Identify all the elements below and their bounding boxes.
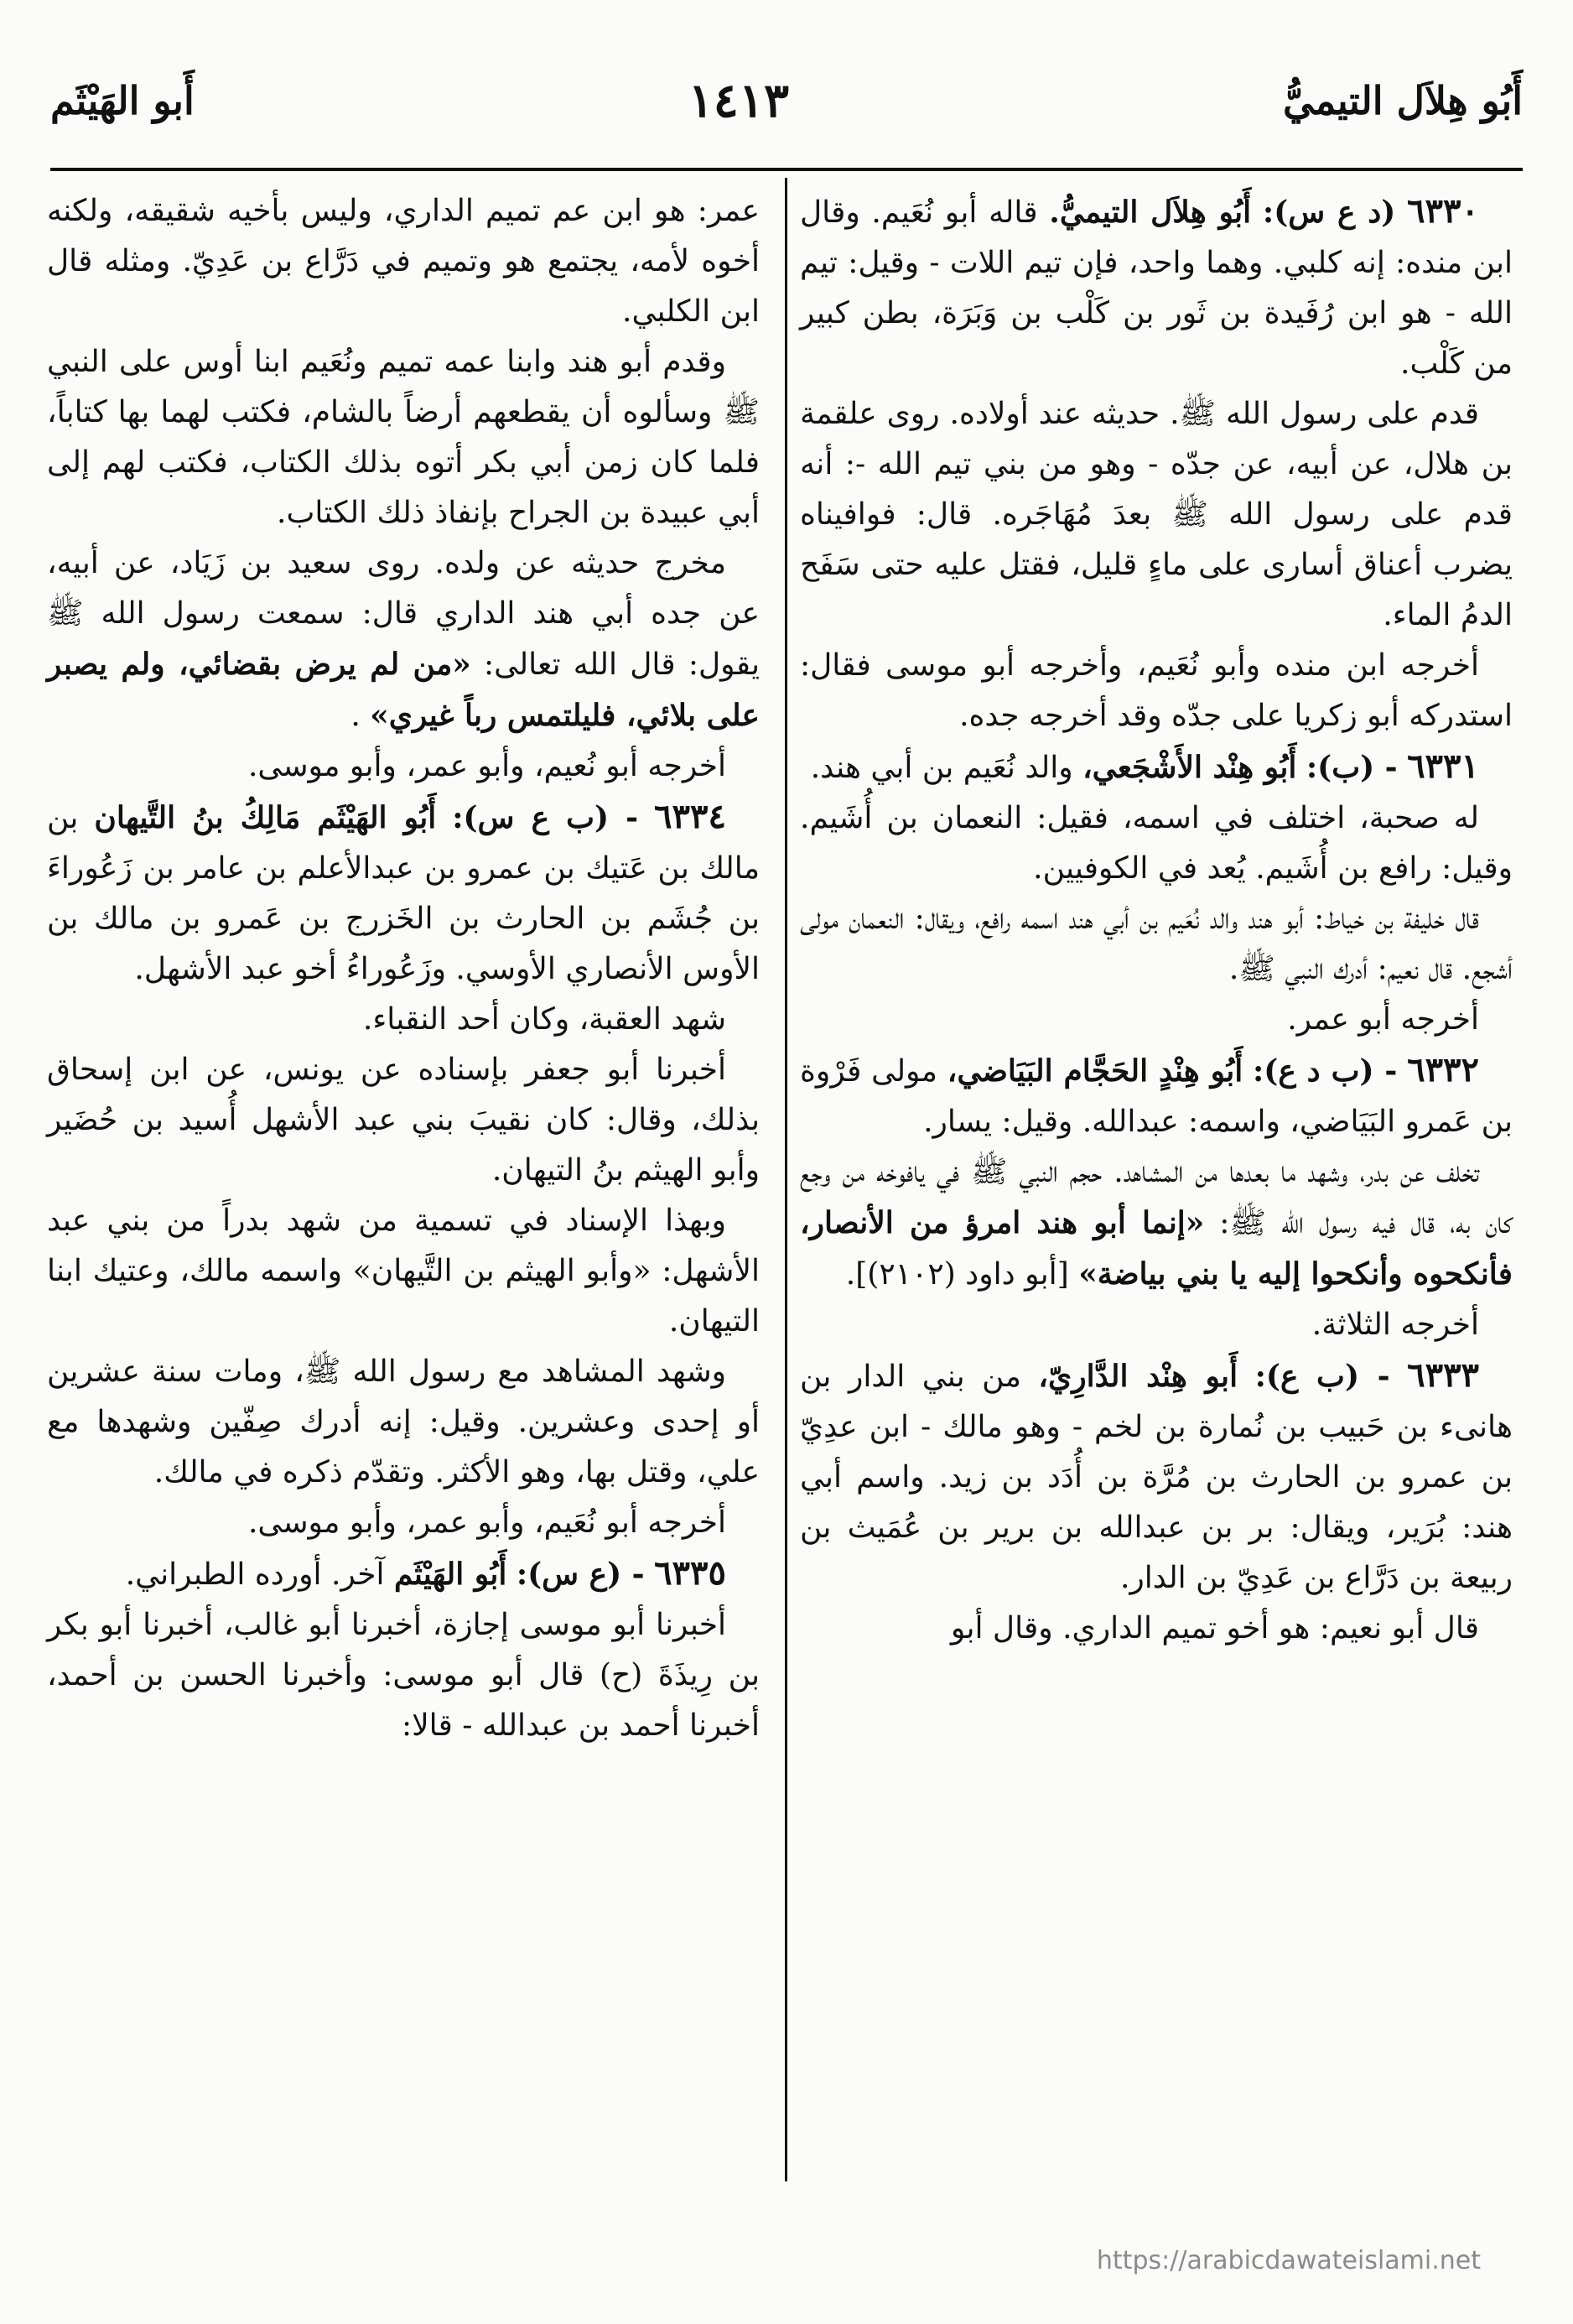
- page-number: ١٤١٣: [688, 73, 790, 128]
- paragraph-text: تخلف عن بدر، وشهد ما بعدها من المشاهد. حجم النبي ﷺ في يافوخه من وجع كان به، قال فيه رسول الله ﷺ:: [800, 1155, 1513, 1240]
- paragraph-text: آخر. أورده الطبراني.: [125, 1557, 385, 1592]
- column-divider: [785, 178, 787, 2181]
- entry-paragraph: [800, 186, 1513, 389]
- paragraph-text: قدم على رسول الله ﷺ. حديثه عند أولاده. روى علقمة بن هلال، عن أبيه، عن جدّه - وهو من بني تيم الله -: أنه قدم على رسول الله ﷺ بعدَ مُهَاجَره. قال: فوافيناه يضرب أعناق أسارى على ماءٍ قليل، فقتل عليه حتى سَفَح الدمُ الماء.: [800, 397, 1513, 632]
- paragraph-text: أخبرنا أبو جعفر بإسناده عن يونس، عن ابن إسحاق بذلك، وقال: كان نقيبَ بني عبد الأشهل أُسيد بن حُضَير وأبو الهيثم بنُ التيهان.: [47, 1053, 760, 1188]
- body-paragraph: [47, 538, 760, 741]
- left-column: [47, 186, 760, 2198]
- body-paragraph: [800, 1147, 1513, 1300]
- running-title-right: أَبُو هِلاَل التيميُّ: [1283, 78, 1523, 123]
- body-paragraph: [800, 641, 1513, 741]
- entry-paragraph: [800, 1350, 1513, 1604]
- body-paragraph: [47, 186, 760, 337]
- watermark-url: https://arabicdawateislami.net: [1096, 2246, 1481, 2275]
- body-paragraph: [47, 1196, 760, 1347]
- paragraph-text: له صحبة، اختلف في اسمه، فقيل: النعمان بن أُشَيم. وقيل: رافع بن أُشَيم. يُعد في الكوفيين.: [800, 801, 1513, 886]
- paragraph-text: أخرجه أبو نُعَيم، وأبو عمر، وأبو موسى.: [247, 1505, 726, 1540]
- body-paragraph: [47, 1045, 760, 1196]
- paragraph-text: قاله أبو نُعَيم. وقال ابن منده: إنه كلبي. وهما واحد، فإن تيم اللات - وقيل: تيم الله - هو ابن رُفَيدة بن ثَور بن كَلْب بن وَبَرَة، بطن كبير من كَلْب.: [800, 195, 1513, 381]
- body-paragraph: [800, 995, 1513, 1045]
- entry-paragraph: [800, 1045, 1513, 1147]
- hadith-text: «إنما أبو هند امرؤ من الأنصار، فأنكحوه وأنكحوا إليه يا بني بياضة»: [800, 1205, 1513, 1292]
- entry-code: - (ب ع س):: [452, 800, 639, 835]
- paragraph-text: أخبرنا أبو موسى إجازة، أخبرنا أبو غالب، أخبرنا أبو بكر بن رِيذَةَ (ح) قال أبو موسى: وأخبرنا الحسن بن أحمد، أخبرنا أحمد بن عبدالله - قالا:: [47, 1608, 760, 1743]
- paragraph-text: مولى فَرْوة بن عَمرو البَيَاضي، واسمه: عبدالله. وقيل: يسار.: [800, 1054, 1513, 1139]
- entry-name: أَبُو هِنْدٍ الحَجَّام البَيَاضي،: [947, 1053, 1243, 1089]
- paragraph-tail: .: [350, 699, 361, 733]
- body-paragraph: [47, 741, 760, 792]
- entry-name: أَبو هِنْد الدَّارِيّ،: [1038, 1359, 1238, 1394]
- paragraph-text: من بني الدار بن هانىء بن حَبيب بن نُمارة بن لخم - وهو مالك - ابن عدِيّ بن عمرو بن الحارث بن مُرَّة بن أُدَد بن زيد. واسم أبي هند: بُرَير، ويقال: بر بن عبدالله بن برير بن عُمَيث بن ربيعة بن دَرَّاع بن عَدِيّ بن الدار.: [800, 1360, 1513, 1595]
- entry-name: أَبُو الهَيْثَم: [393, 1557, 507, 1592]
- paragraph-text: أخرجه الثلاثة.: [1311, 1308, 1479, 1342]
- paragraph-text: قال أبو نعيم: هو أخو تميم الداري. وقال أبو: [950, 1611, 1479, 1646]
- body-paragraph: [800, 1604, 1513, 1654]
- paragraph-text: أخرجه ابن منده وأبو نُعَيم، وأخرجه أبو موسى فقال: استدركه أبو زكريا على جدّه وقد أخرجه جده.: [800, 648, 1513, 733]
- entry-code: (د ع س):: [1262, 195, 1396, 230]
- paragraph-tail: [أبو داود (٢١٠٢)].: [845, 1257, 1069, 1292]
- paragraph-text: أخرجه أبو عمر.: [1287, 1002, 1479, 1037]
- body-paragraph: [47, 337, 760, 538]
- paragraph-text: قال خليفة بن خياط: أبو هند والد نُعَيم بن أبي هند اسمه رافع، ويقال: النعمان مولى أشجع. قال نعيم: أدرك النبي ﷺ.: [800, 902, 1513, 986]
- entry-number: ٦٣٣٢: [1407, 1050, 1480, 1089]
- entry-number: ٦٣٣٥: [654, 1553, 726, 1593]
- paragraph-text: عمر: هو ابن عم تميم الداري، وليس بأخيه شقيقه، ولكنه أخوه لأمه، يجتمع هو وتميم في دَرَّاع بن عَدِيّ. ومثله قال ابن الكلبي.: [47, 194, 760, 329]
- entry-code: - (ع س):: [516, 1557, 645, 1592]
- entry-paragraph: [47, 792, 760, 995]
- running-title-left: أَبو الهَيْثَم: [50, 78, 195, 123]
- body-paragraph: [800, 793, 1513, 894]
- entry-number: ٦٣٣٣: [1407, 1355, 1480, 1395]
- paragraph-text: بن مالك بن عَتيك بن عمرو بن عبدالأعلم بن عامر بن زَعُوراءَ بن جُشَم بن الحارث بن الخَزرج بن عَمرو بن مالك بن الأوس الأنصاري الأوسي. وزَعُوراءُ أخو عبد الأشهل.: [47, 801, 760, 986]
- paragraph-text: أخرجه أبو نُعيم، وأبو عمر، وأبو موسى.: [247, 749, 726, 783]
- entry-code: - (ب):: [1306, 750, 1398, 785]
- body-paragraph: [47, 1600, 760, 1751]
- entry-number: ٦٣٣١: [1407, 746, 1479, 786]
- right-column: [800, 186, 1513, 2198]
- body-paragraph: [800, 894, 1513, 995]
- entry-name: أَبُو هِلاَل التيميُّ.: [1049, 195, 1252, 230]
- header-rule: [50, 168, 1523, 171]
- entry-name: أَبُو هِنْد الأَشْجَعي،: [1082, 750, 1297, 785]
- body-paragraph: [800, 389, 1513, 641]
- hadith-text: «من لم يرض بقضائي، ولم يصبر على بلائي، فليلتمس رباً غيري»: [47, 647, 760, 733]
- paragraph-text: وشهد المشاهد مع رسول الله ﷺ، ومات سنة عشرين أو إحدى وعشرين. وقيل: إنه أدرك صِفّين وشهدها مع علي، وقتل بها، وهو الأكثر. وتقدّم ذكره في مالك.: [47, 1354, 760, 1490]
- body-paragraph: [47, 995, 760, 1045]
- paragraph-text: شهد العقبة، وكان أحد النقباء.: [362, 1002, 726, 1037]
- paragraph-text: مخرج حديثه عن ولده. روى سعيد بن زَيَاد، عن أبيه، عن جده أبي هند الداري قال: سمعت رسول الله ﷺ يقول: قال الله تعالى:: [47, 546, 760, 682]
- page-header: [50, 50, 1523, 151]
- entry-name: أَبُو الهَيْثَم مَالِكُ بنُ التَّيهان: [94, 800, 437, 835]
- paragraph-text: والد نُعَيم بن أبي هند.: [810, 751, 1073, 785]
- entry-code: - (ب د ع):: [1253, 1053, 1398, 1089]
- body-paragraph: [47, 1498, 760, 1548]
- paragraph-text: وبهذا الإسناد في تسمية من شهد بدراً من بني عبد الأشهل: «وأبو الهيثم بن التَّيهان» واسمه مالك، وعتيك ابنا التيهان.: [47, 1204, 760, 1339]
- body-paragraph: [800, 1300, 1513, 1350]
- paragraph-text: وقدم أبو هند وابنا عمه تميم ونُعَيم ابنا أوس على النبي ﷺ وسألوه أن يقطعهم أرضاً بالشام، فكتب لهما بها كتاباً، فلما كان زمن أبي بكر أتوه بذلك الكتاب، فكتب لهم إلى أبي عبيدة بن الجراح بإنفاذ ذلك الكتاب.: [47, 345, 760, 530]
- entry-paragraph: [800, 741, 1513, 793]
- entry-number: ٦٣٣٠: [1407, 191, 1479, 231]
- entry-number: ٦٣٣٤: [654, 797, 726, 836]
- entry-code: - (ب ع):: [1254, 1359, 1390, 1394]
- body-paragraph: [47, 1347, 760, 1498]
- entry-paragraph: [47, 1548, 760, 1600]
